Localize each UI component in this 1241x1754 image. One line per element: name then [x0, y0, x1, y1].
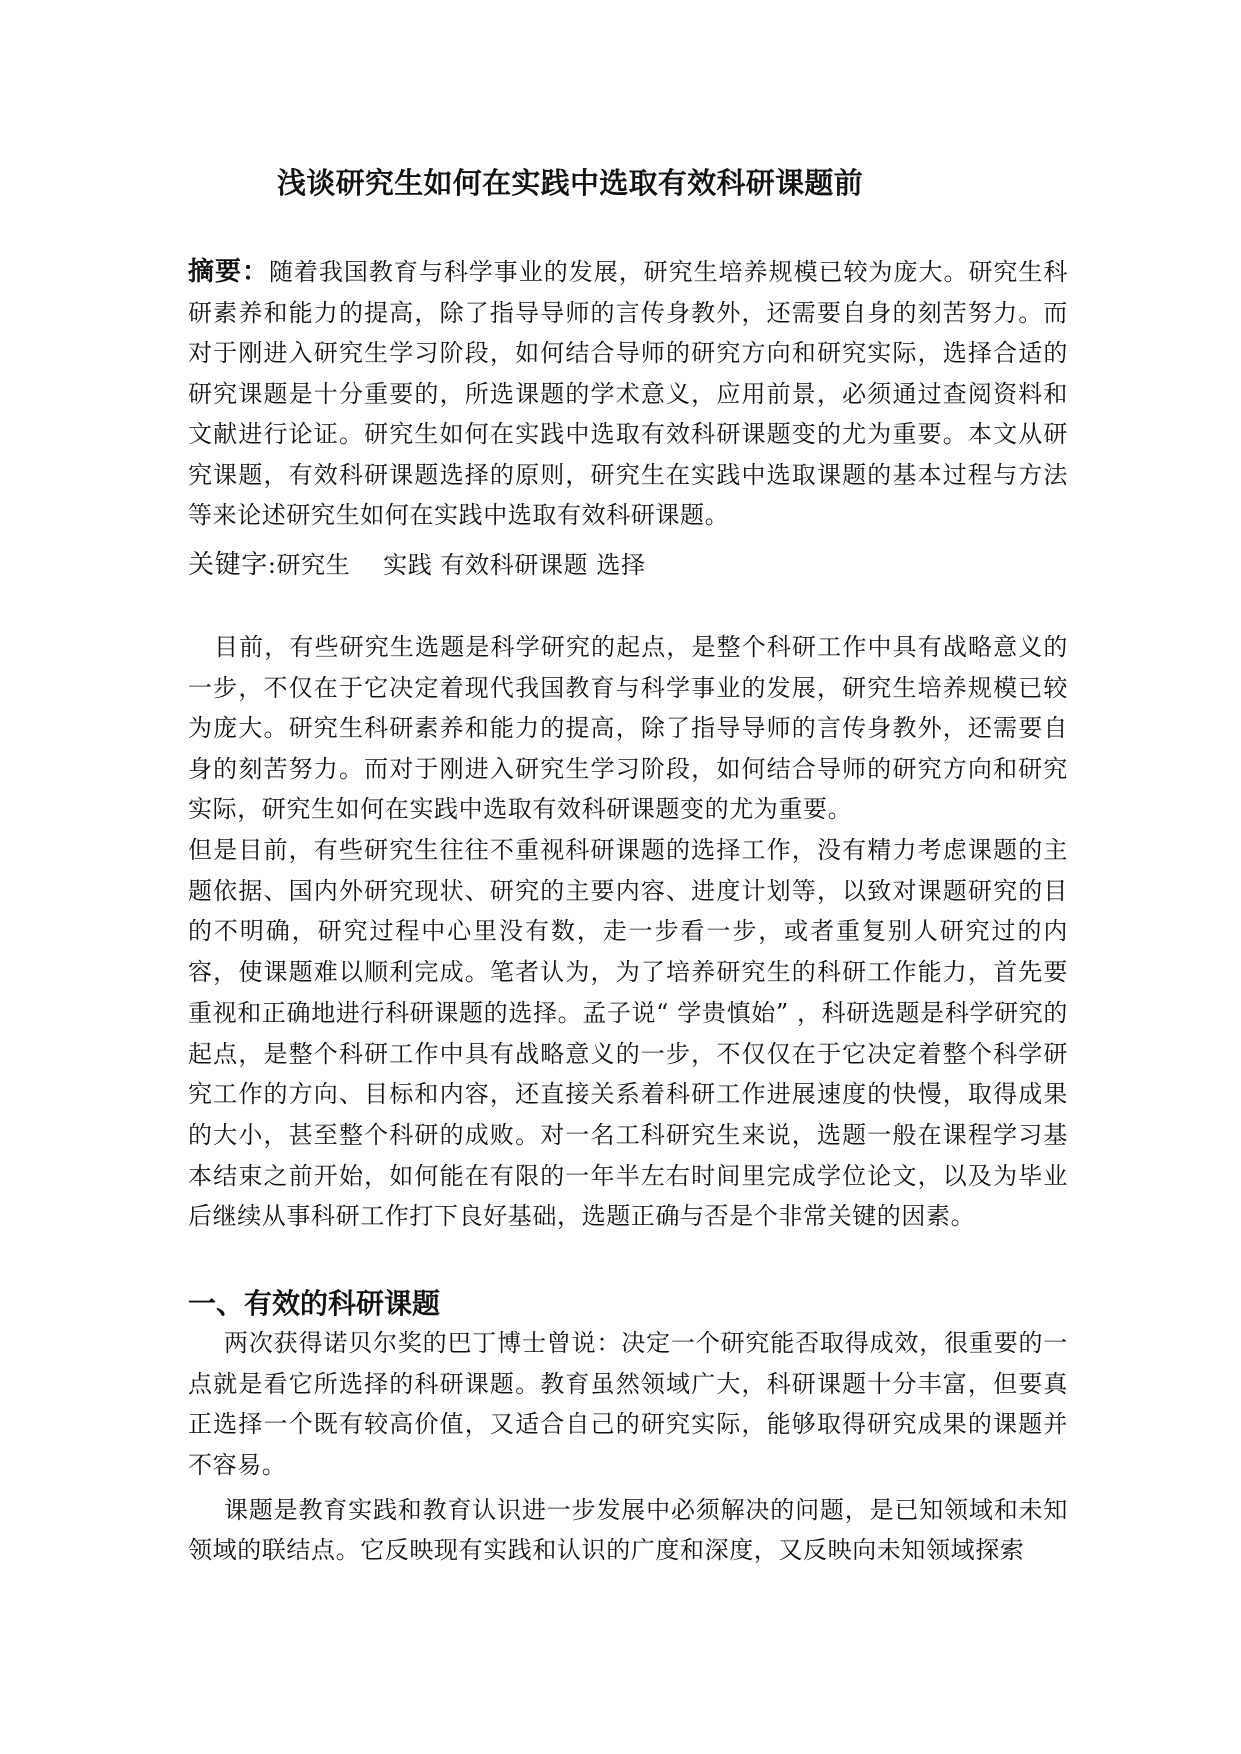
- section-heading: 一、有效的科研课题: [188, 1287, 441, 1320]
- abstract: [188, 252, 1068, 536]
- abstract-label: 摘要：: [188, 257, 269, 287]
- keywords: [188, 545, 1068, 585]
- section-paragraph: 两次获得诺贝尔奖的巴丁博士曾说：决定一个研究能否取得成效，很重要的一点就是看它所选择的科研课题。教育虽然领域广大，科研课题十分丰富，但要真正选择一个既有较高价值，又适合自己的研究实际，能够取得研究成果的课题并不容易。: [188, 1329, 1068, 1479]
- document-title: 浅谈研究生如何在实践中选取有效科研课题前: [277, 166, 864, 200]
- section-paragraph: 课题是教育实践和教育认识进一步发展中必须解决的问题，是已知领域和未知领域的联结点。它反映现有实践和认识的广度和深度，又反映向未知领域探索: [188, 1496, 1068, 1564]
- body-paragraph: 目前，有些研究生选题是科学研究的起点，是整个科研工作中具有战略意义的一步，不仅在于它决定着现代我国教育与科学事业的发展，研究生培养规模已较为庞大。研究生科研素养和能力的提高，除了指导导师的言传身教外，还需要自身的刻苦努力。而对于刚进入研究生学习阶段，如何结合导师的研究方向和研究实际，研究生如何在实践中选取有效科研课题变的尤为重要。: [188, 633, 1068, 824]
- keywords-text: 研究生 实践 有效科研课题 选择: [276, 551, 646, 579]
- keywords-colon: :: [267, 551, 277, 579]
- keywords-label: 关键字: [188, 550, 268, 580]
- abstract-text: 随着我国教育与科学事业的发展，研究生培养规模已较为庞大。研究生科研素养和能力的提高，除了指导导师的言传身教外，还需要自身的刻苦努力。而对于刚进入研究生学习阶段，如何结合导师的研究方向和研究实际，选择合适的研究课题是十分重要的，所选课题的学术意义，应用前景，必须通过查阅资料和文献进行论证。研究生如何在实践中选取有效科研课题变的尤为重要。本文从研究课题，有效科研课题选择的原则，研究生在实践中选取课题的基本过程与方法等来论述研究生如何在实践中选取有效科研课题。: [188, 258, 1068, 529]
- body-paragraph: 但是目前，有些研究生往往不重视科研课题的选择工作，没有精力考虑课题的主题依据、国内外研究现状、研究的主要内容、进度计划等，以致对课题研究的目的不明确，研究过程中心里没有数，走一步看一步，或者重复别人研究过的内容，使课题难以顺利完成。笔者认为，为了培养研究生的科研工作能力，首先要重视和正确地进行科研课题的选择。孟子说“ 学贵慎始” ，科研选题是科学研究的起点，是整个科研工作中具有战略意义的一步，不仅仅在于它决定着整个科学研究工作的方向、目标和内容，还直接关系着科研工作进展速度的快慢，取得成果的大小，甚至整个科研的成败。对一名工科研究生来说，选题一般在课程学习基本结束之前开始，如何能在有限的一年半左右时间里完成学位论文，以及为毕业后继续从事科研工作打下良好基础，选题正确与否是个非常关键的因素。: [188, 836, 1068, 1231]
